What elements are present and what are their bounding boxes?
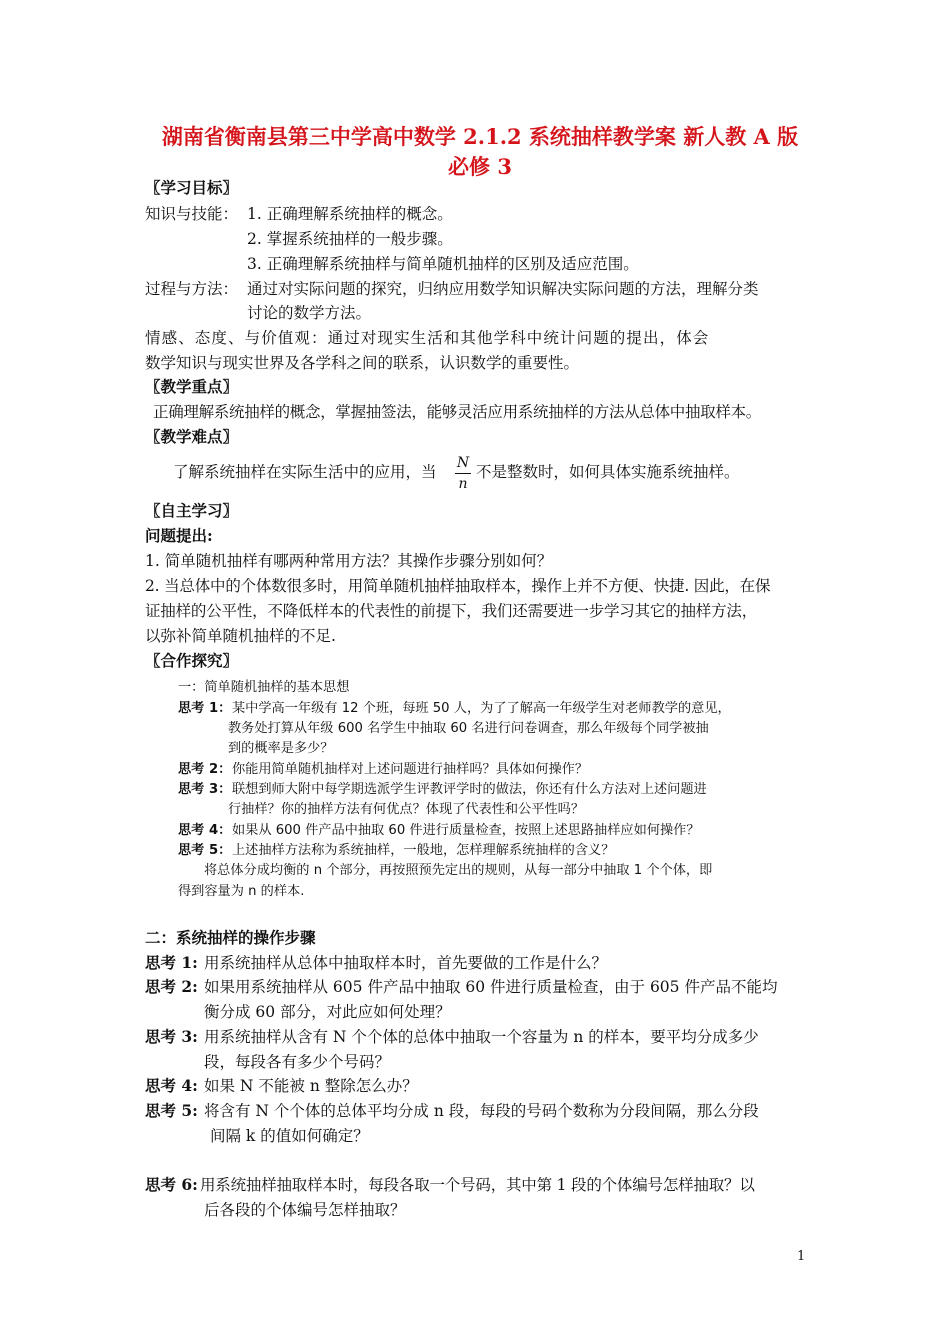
step-think-6-line-2: 后各段的个体编号怎样抽取？	[204, 1201, 406, 1219]
question-1: 1. 简单随机抽样有哪两种常用方法？其操作步骤分别如何？	[145, 552, 553, 570]
think-5-label: 思考 5：	[178, 843, 232, 858]
self-study-heading: 〖自主学习〗	[145, 501, 239, 520]
knowledge-item-2: 2. 掌握系统抽样的一般步骤。	[247, 230, 453, 248]
fraction-bar	[455, 473, 471, 474]
process-line-2: 讨论的数学方法。	[247, 304, 372, 322]
question-2-line-3: 以弥补简单随机抽样的不足.	[145, 627, 336, 645]
cooperation-heading: 〖合作探究〗	[145, 651, 239, 670]
key-points-text: 正确理解系统抽样的概念，掌握抽签法，能够灵活应用系统抽样的方法从总体中抽取样本。	[153, 403, 762, 421]
step-think-5-label: 思考 5:	[145, 1101, 198, 1120]
process-line-1: 通过对实际问题的探究，归纳应用数学知识解决实际问题的方法，理解分类	[247, 280, 759, 298]
emotion-line-2: 数学知识与现实世界及各学科之间的联系，认识数学的重要性。	[145, 354, 580, 372]
step-think-3-line-1: 用系统抽样从含有 N 个个体的总体中抽取一个容量为 n 的样本，要平均分成多少	[204, 1028, 759, 1046]
think-4-label: 思考 4：	[178, 823, 232, 838]
step-think-2-line-2: 衡分成 60 部分，对此应如何处理？	[204, 1003, 451, 1021]
think-4-line-1: 如果从 600 件产品中抽取 60 件进行质量检查，按照上述思路抽样应如何操作？	[232, 823, 700, 838]
knowledge-label: 知识与技能：	[145, 205, 239, 223]
think-5-answer-line-1: 将总体分成均衡的 n 个部分，再按照预先定出的规则，从每一部分中抽取 1 个个体，即	[204, 863, 713, 878]
step-think-3-line-2: 段，每段各有多少个号码？	[204, 1053, 391, 1071]
think-5-answer-line-2: 得到容量为 n 的样本.	[178, 884, 305, 899]
step-think-2-line-1: 如果用系统抽样从 605 件产品中抽取 60 件进行质量检查，由于 605 件产品不能均	[204, 978, 778, 996]
step-think-6-label: 思考 6:	[145, 1175, 198, 1194]
emotion-line-1: 情感、态度、与价值观：通过对现实生活和其他学科中统计问题的提出，体会	[145, 329, 710, 347]
question-heading: 问题提出:	[145, 526, 213, 545]
think-3-line-2: 行抽样？你的抽样方法有何优点？体现了代表性和公平性吗？	[228, 802, 585, 817]
key-points-heading: 〖教学重点〗	[145, 377, 239, 396]
think-2-line-1: 你能用简单随机抽样对上述问题进行抽样吗？具体如何操作？	[232, 762, 589, 777]
section-2-title: 二：系统抽样的操作步骤	[145, 928, 316, 947]
think-1-label: 思考 1：	[178, 701, 232, 716]
think-1-line-1: 某中学高一年级有 12 个班，每班 50 人，为了了解高一年级学生对老师教学的意见，	[232, 701, 731, 716]
think-2-label: 思考 2：	[178, 762, 232, 777]
step-think-5-line-2: 间隔 k 的值如何确定？	[210, 1127, 369, 1145]
difficulty-text-before: 了解系统抽样在实际生活中的应用，当	[173, 463, 437, 481]
step-think-1-label: 思考 1:	[145, 953, 198, 972]
step-think-2-label: 思考 2:	[145, 977, 198, 996]
difficulty-text-after: 不是整数时，如何具体实施系统抽样。	[476, 463, 740, 481]
fraction-numerator: N	[456, 455, 470, 471]
question-2-line-1: 2. 当总体中的个体数很多时，用简单随机抽样抽取样本，操作上并不方便、快捷. 因此，在保	[145, 577, 771, 595]
step-think-4-label: 思考 4:	[145, 1076, 198, 1095]
step-think-5-line-1: 将含有 N 个个体的总体平均分成 n 段，每段的号码个数称为分段间隔，那么分段	[204, 1102, 759, 1120]
difficulty-heading: 〖教学难点〗	[145, 427, 239, 446]
title-line-1: 湖南省衡南县第三中学高中数学 2.1.2 系统抽样教学案 新人教 A 版	[161, 124, 799, 149]
step-think-6-line-1: 用系统抽样抽取样本时，每段各取一个号码，其中第 1 段的个体编号怎样抽取？以	[200, 1176, 755, 1194]
fraction-denominator: n	[458, 476, 468, 492]
goals-heading: 〖学习目标〗	[145, 178, 239, 197]
think-1-line-3: 到的概率是多少？	[228, 741, 334, 756]
title-line-2: 必修 3	[448, 154, 512, 179]
process-label: 过程与方法：	[145, 280, 239, 298]
step-think-4-line-1: 如果 N 不能被 n 整除怎么办？	[204, 1077, 418, 1095]
think-3-line-1: 联想到师大附中每学期选派学生评教评学时的做法，你还有什么方法对上述问题进	[232, 782, 707, 797]
section-1-title: 一：简单随机抽样的基本思想	[178, 680, 350, 695]
n-over-n-fraction	[455, 455, 471, 492]
question-2-line-2: 证抽样的公平性，不降低样本的代表性的前提下，我们还需要进一步学习其它的抽样方法，	[145, 602, 758, 620]
think-1-line-2: 教务处打算从年级 600 名学生中抽取 60 名进行问卷调查，那么年级每个同学被抽	[228, 721, 709, 736]
step-think-3-label: 思考 3:	[145, 1027, 198, 1046]
knowledge-item-3: 3. 正确理解系统抽样与简单随机抽样的区别及适应范围。	[247, 255, 639, 273]
page-number: 1	[797, 1249, 806, 1264]
knowledge-item-1: 1. 正确理解系统抽样的概念。	[247, 205, 453, 223]
document-title	[120, 122, 840, 182]
think-5-line-1: 上述抽样方法称为系统抽样，一般地，怎样理解系统抽样的含义？	[232, 843, 615, 858]
step-think-1-line-1: 用系统抽样从总体中抽取样本时，首先要做的工作是什么？	[204, 954, 608, 972]
think-3-label: 思考 3：	[178, 782, 232, 797]
